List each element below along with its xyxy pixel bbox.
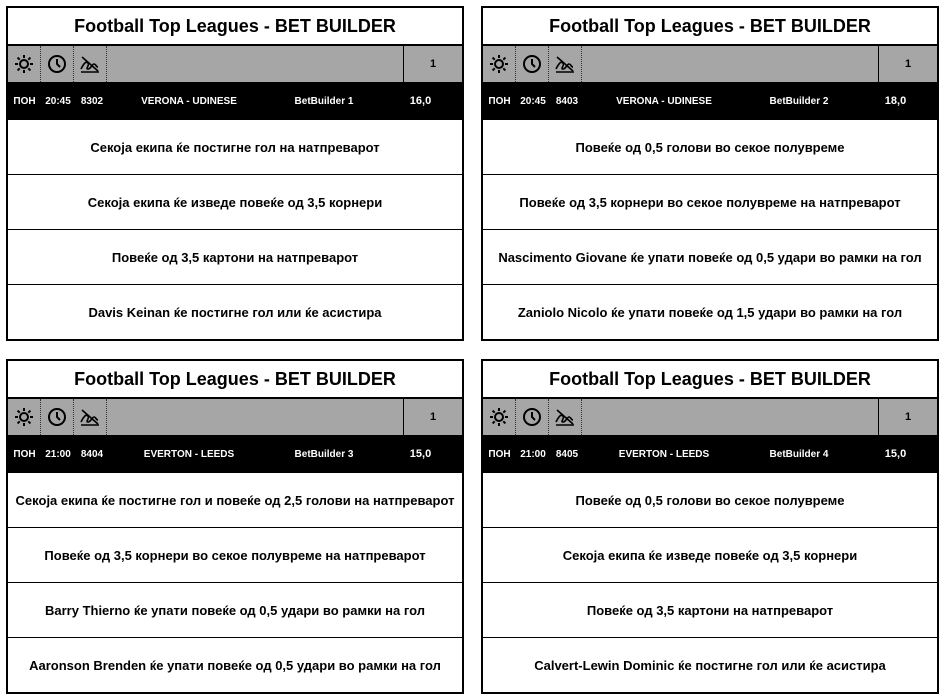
option-row: Calvert-Lewin Dominic ќе постигне гол или ќе асистира	[483, 637, 937, 692]
count-cell: 1	[878, 399, 937, 435]
match-info-row	[483, 436, 937, 472]
code-label: 8403	[555, 95, 579, 107]
code-label: 8405	[555, 448, 579, 460]
option-row: Секоја екипа ќе изведе повеќе од 3,5 корнери	[483, 527, 937, 582]
no-signature-icon	[549, 46, 582, 82]
option-row: Секоја екипа ќе изведе повеќе од 3,5 корнери	[8, 174, 462, 229]
builder-label: BetBuilder 2	[769, 95, 829, 107]
icon-row	[483, 399, 937, 436]
odds-label: 15,0	[409, 448, 432, 460]
clock-icon	[41, 399, 74, 435]
count-cell: 1	[403, 399, 462, 435]
option-row: Повеќе од 3,5 корнери во секое полувреме на натпреварот	[483, 174, 937, 229]
count-cell: 1	[403, 46, 462, 82]
option-row: Barry Thierno ќе упати повеќе од 0,5 удари во рамки на гол	[8, 582, 462, 637]
match-info-row	[8, 83, 462, 119]
code-label: 8302	[80, 95, 104, 107]
option-row: Nascimento Giovane ќе упати повеќе од 0,5 удари во рамки на гол	[483, 229, 937, 284]
match-info-row	[483, 83, 937, 119]
option-row: Повеќе од 0,5 голови во секое полувреме	[483, 119, 937, 174]
option-row: Повеќе од 3,5 корнери во секое полувреме на натпреварот	[8, 527, 462, 582]
card-title: Football Top Leagues - BET BUILDER	[8, 8, 462, 46]
gear-icon	[483, 399, 516, 435]
option-row: Секоја екипа ќе постигне гол на натпреварот	[8, 119, 462, 174]
odds-label: 16,0	[409, 95, 432, 107]
option-row: Повеќе од 3,5 картони на натпреварот	[8, 229, 462, 284]
option-row: Aaronson Brenden ќе упати повеќе од 0,5 удари во рамки на гол	[8, 637, 462, 692]
match-info-row	[8, 436, 462, 472]
day-label: ПОН	[13, 95, 36, 107]
gear-icon	[8, 46, 41, 82]
option-row: Davis Keinan ќе постигне гол или ќе асистира	[8, 284, 462, 339]
day-label: ПОН	[488, 95, 511, 107]
icon-row	[8, 46, 462, 83]
bet-builder-card-1	[6, 6, 464, 341]
count-cell: 1	[878, 46, 937, 82]
clock-icon	[516, 399, 549, 435]
day-label: ПОН	[488, 448, 511, 460]
clock-icon	[41, 46, 74, 82]
no-signature-icon	[74, 399, 107, 435]
time-label: 21:00	[520, 448, 546, 460]
no-signature-icon	[549, 399, 582, 435]
no-signature-icon	[74, 46, 107, 82]
card-title: Football Top Leagues - BET BUILDER	[8, 361, 462, 399]
gear-icon	[483, 46, 516, 82]
bet-builder-card-3	[6, 359, 464, 694]
option-row: Секоја екипа ќе постигне гол и повеќе од 2,5 голови на натпреварот	[8, 472, 462, 527]
odds-label: 15,0	[884, 448, 907, 460]
builder-label: BetBuilder 4	[769, 448, 829, 460]
option-row: Zaniolo Nicolo ќе упати повеќе од 1,5 удари во рамки на гол	[483, 284, 937, 339]
builder-label: BetBuilder 1	[294, 95, 354, 107]
match-label: VERONA - UDINESE	[141, 95, 237, 107]
day-label: ПОН	[13, 448, 36, 460]
time-label: 21:00	[45, 448, 71, 460]
odds-label: 18,0	[884, 95, 907, 107]
match-label: VERONA - UDINESE	[616, 95, 712, 107]
time-label: 20:45	[520, 95, 546, 107]
match-label: EVERTON - LEEDS	[618, 448, 710, 460]
clock-icon	[516, 46, 549, 82]
code-label: 8404	[80, 448, 104, 460]
bet-builder-card-2	[481, 6, 939, 341]
time-label: 20:45	[45, 95, 71, 107]
bet-builder-card-4	[481, 359, 939, 694]
card-title: Football Top Leagues - BET BUILDER	[483, 361, 937, 399]
icon-row	[483, 46, 937, 83]
card-title: Football Top Leagues - BET BUILDER	[483, 8, 937, 46]
builder-label: BetBuilder 3	[294, 448, 354, 460]
option-row: Повеќе од 3,5 картони на натпреварот	[483, 582, 937, 637]
gear-icon	[8, 399, 41, 435]
option-row: Повеќе од 0,5 голови во секое полувреме	[483, 472, 937, 527]
match-label: EVERTON - LEEDS	[143, 448, 235, 460]
icon-row	[8, 399, 462, 436]
